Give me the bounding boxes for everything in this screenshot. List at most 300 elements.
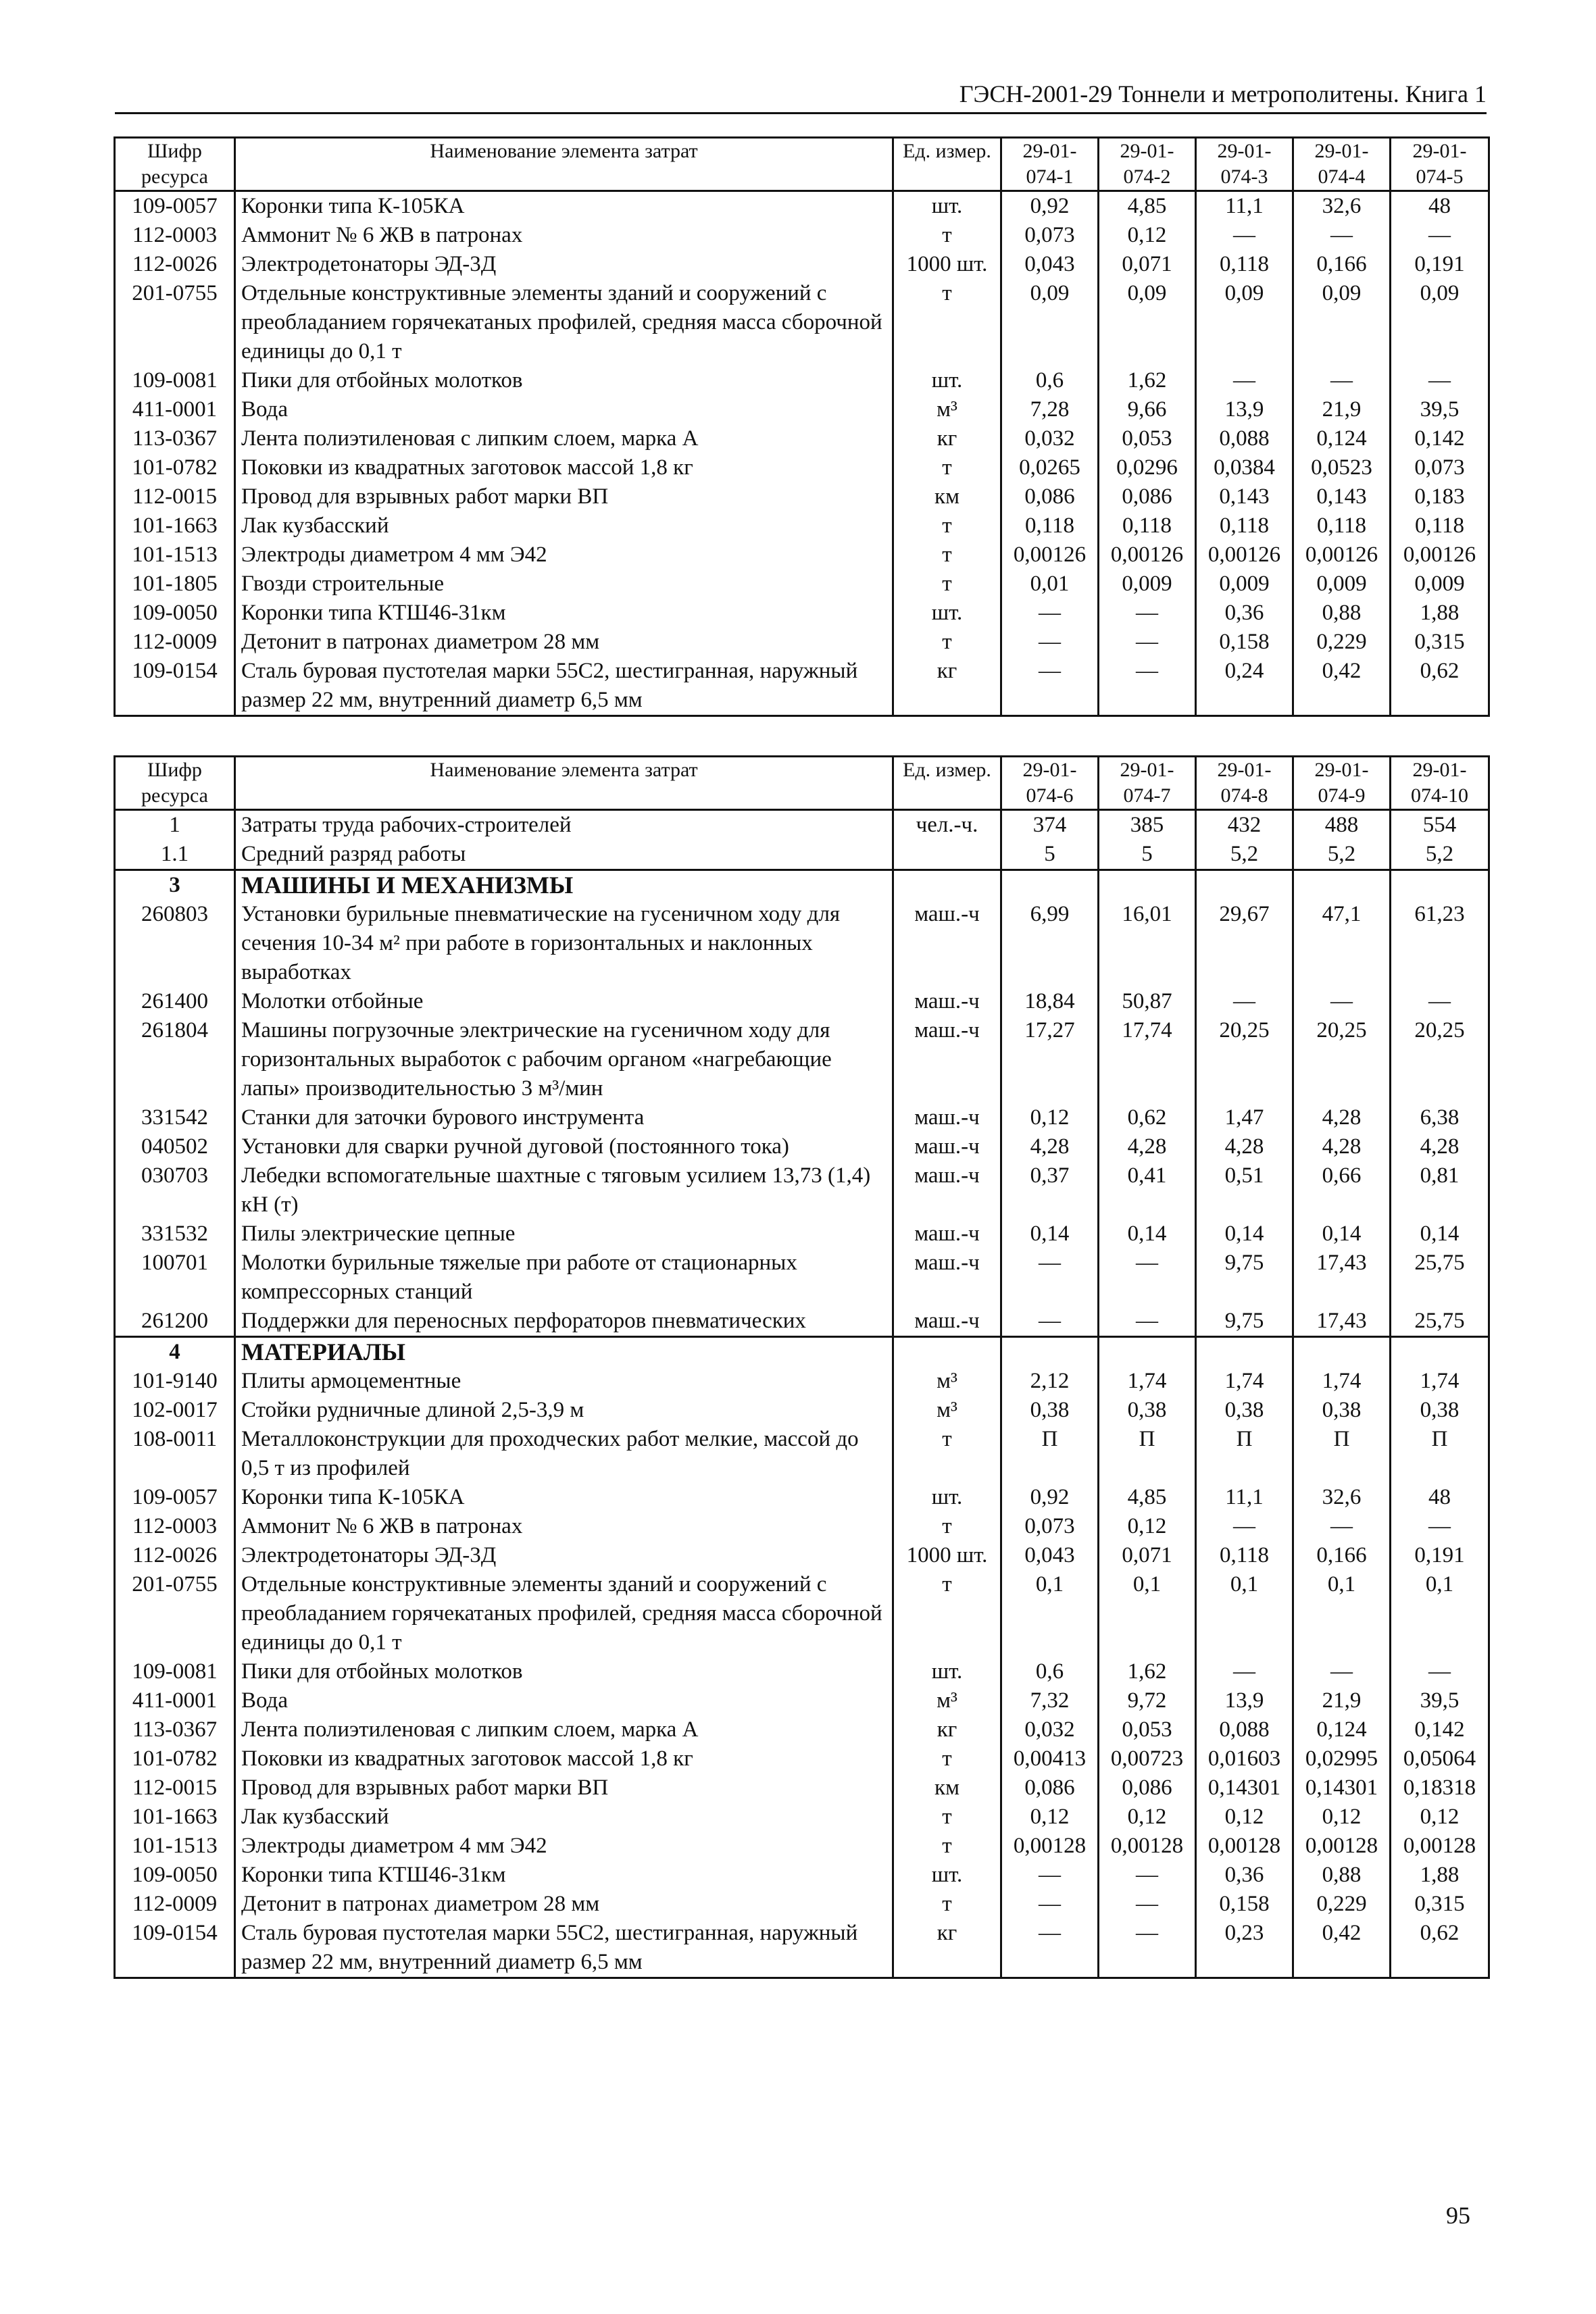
resource-code-cell: 331532: [115, 1219, 235, 1249]
resource-name-cell: Установки бурильные пневматические на гусеничном ходу для сечения 10-34 м² при работе в горизонтальных и наклонных выработках: [235, 900, 893, 987]
resource-name-cell: Коронки типа КТШ46-31км: [235, 599, 893, 628]
norm-value-cell: 0,315: [1391, 628, 1489, 657]
table-row: [115, 482, 1489, 511]
norm-value-cell: 0,0265: [1001, 453, 1099, 482]
norm-value-cell: 0,88: [1293, 599, 1391, 628]
norm-value-cell: 29,67: [1196, 900, 1293, 987]
resource-name-cell: Лента полиэтиленовая с липким слоем, марка А: [235, 424, 893, 453]
norm-value-cell: 0,01: [1001, 570, 1099, 599]
norm-value-cell: [1001, 1337, 1099, 1367]
norm-value-cell: 20,25: [1293, 1016, 1391, 1103]
norm-value-cell: 1,62: [1099, 366, 1196, 395]
norm-value-cell: 0,62: [1099, 1103, 1196, 1132]
table-row: [115, 1774, 1489, 1803]
norm-value-cell: 0,12: [1391, 1803, 1489, 1832]
norm-value-cell: 1,62: [1099, 1657, 1196, 1686]
table-row: [115, 424, 1489, 453]
norm-value-cell: 0,12: [1099, 221, 1196, 250]
resource-code-cell: 201-0755: [115, 1570, 235, 1657]
norm-value-cell: 0,315: [1391, 1890, 1489, 1919]
norm-value-cell: [1099, 870, 1196, 901]
table-row: [115, 1657, 1489, 1686]
table-row: [115, 1132, 1489, 1161]
resource-name-cell: Электроды диаметром 4 мм Э42: [235, 540, 893, 570]
norm-value-cell: —: [1391, 987, 1489, 1016]
norm-value-cell: 0,118: [1391, 511, 1489, 540]
table-row: [115, 1686, 1489, 1715]
norm-value-cell: 0,38: [1293, 1396, 1391, 1425]
resource-code-cell: 411-0001: [115, 1686, 235, 1715]
norm-value-cell: 7,32: [1001, 1686, 1099, 1715]
norm-value-cell: 0,073: [1001, 1512, 1099, 1541]
norm-value-cell: 21,9: [1293, 1686, 1391, 1715]
table-row: [115, 1483, 1489, 1512]
norm-value-cell: 0,42: [1293, 657, 1391, 716]
unit-cell: 1000 шт.: [893, 1541, 1001, 1570]
norm-value-cell: —: [1001, 657, 1099, 716]
norm-value-cell: 61,23: [1391, 900, 1489, 987]
norm-value-cell: —: [1391, 366, 1489, 395]
norm-value-cell: —: [1099, 1861, 1196, 1890]
norm-value-cell: —: [1099, 628, 1196, 657]
resource-name-cell: Лента полиэтиленовая с липким слоем, марка А: [235, 1715, 893, 1744]
section-row: [115, 870, 1489, 901]
column-header-code: Шифр ресурса: [115, 138, 235, 191]
norm-value-cell: 0,118: [1196, 1541, 1293, 1570]
norm-value-cell: 0,071: [1099, 1541, 1196, 1570]
resource-code-cell: 101-1663: [115, 1803, 235, 1832]
norm-value-cell: 0,124: [1293, 1715, 1391, 1744]
resource-name-cell: Отдельные конструктивные элементы зданий и сооружений с преобладанием горячекатаных профилей, средняя масса сборочной единицы до 0,1 т: [235, 279, 893, 366]
table-row: [115, 628, 1489, 657]
norm-value-cell: 0,38: [1391, 1396, 1489, 1425]
norm-value-cell: 0,23: [1196, 1919, 1293, 1978]
norm-value-cell: 0,88: [1293, 1861, 1391, 1890]
resource-name-cell: Поддержки для переносных перфораторов пневматических: [235, 1307, 893, 1337]
resource-code-cell: 261804: [115, 1016, 235, 1103]
norm-value-cell: —: [1293, 1657, 1391, 1686]
norm-value-cell: 32,6: [1293, 1483, 1391, 1512]
norm-value-cell: 17,43: [1293, 1307, 1391, 1337]
unit-cell: м³: [893, 1367, 1001, 1396]
norm-value-cell: 0,0384: [1196, 453, 1293, 482]
norm-value-cell: 0,12: [1099, 1512, 1196, 1541]
norm-value-cell: 0,14: [1391, 1219, 1489, 1249]
resource-code-cell: 260803: [115, 900, 235, 987]
resource-code-cell: 112-0003: [115, 221, 235, 250]
resource-code-cell: 109-0081: [115, 366, 235, 395]
norm-value-cell: 0,09: [1293, 279, 1391, 366]
resource-name-cell: Аммонит № 6 ЖВ в патронах: [235, 1512, 893, 1541]
resource-name-cell: Гвозди строительные: [235, 570, 893, 599]
norm-value-cell: 0,073: [1391, 453, 1489, 482]
norm-value-cell: —: [1099, 1249, 1196, 1307]
norm-value-cell: 374: [1001, 810, 1099, 840]
norm-value-cell: П: [1001, 1425, 1099, 1483]
norm-value-cell: 4,28: [1001, 1132, 1099, 1161]
unit-cell: маш.-ч: [893, 1219, 1001, 1249]
resource-code-cell: 109-0081: [115, 1657, 235, 1686]
unit-cell: маш.-ч: [893, 1132, 1001, 1161]
norm-value-cell: 0,14301: [1293, 1774, 1391, 1803]
unit-cell: маш.-ч: [893, 1161, 1001, 1219]
norm-value-cell: 0,42: [1293, 1919, 1391, 1978]
norm-value-cell: 0,053: [1099, 1715, 1196, 1744]
resource-name-cell: Молотки отбойные: [235, 987, 893, 1016]
norm-value-cell: 0,00128: [1391, 1832, 1489, 1861]
unit-cell: км: [893, 1774, 1001, 1803]
resource-code-cell: 109-0057: [115, 1483, 235, 1512]
norm-value-cell: 0,14: [1099, 1219, 1196, 1249]
norm-value-cell: 48: [1391, 1483, 1489, 1512]
norm-value-cell: 0,143: [1196, 482, 1293, 511]
resource-code-cell: 109-0050: [115, 599, 235, 628]
norm-value-cell: 0,118: [1001, 511, 1099, 540]
norm-value-cell: —: [1001, 1919, 1099, 1978]
norm-value-cell: 0,24: [1196, 657, 1293, 716]
norm-value-cell: 0,00126: [1099, 540, 1196, 570]
table-row: [115, 987, 1489, 1016]
norm-value-cell: 0,6: [1001, 366, 1099, 395]
norm-value-cell: 0,229: [1293, 628, 1391, 657]
norm-value-cell: 0,043: [1001, 250, 1099, 279]
resource-name-cell: Плиты армоцементные: [235, 1367, 893, 1396]
norm-value-cell: 0,142: [1391, 1715, 1489, 1744]
norm-value-cell: 0,1: [1391, 1570, 1489, 1657]
table-row: [115, 395, 1489, 424]
table-row: [115, 810, 1489, 840]
resource-name-cell: Поковки из квадратных заготовок массой 1,8 кг: [235, 1744, 893, 1774]
resource-name-cell: Детонит в патронах диаметром 28 мм: [235, 628, 893, 657]
resource-name-cell: Установки для сварки ручной дуговой (постоянного тока): [235, 1132, 893, 1161]
norm-value-cell: 0,0523: [1293, 453, 1391, 482]
norm-value-cell: 0,38: [1001, 1396, 1099, 1425]
norm-value-cell: 0,071: [1099, 250, 1196, 279]
resource-name-cell: Коронки типа К-105КА: [235, 1483, 893, 1512]
resource-name-cell: Станки для заточки бурового инструмента: [235, 1103, 893, 1132]
unit-cell: чел.-ч.: [893, 810, 1001, 840]
unit-cell: м³: [893, 395, 1001, 424]
table-row: [115, 221, 1489, 250]
norm-value-cell: 4,85: [1099, 1483, 1196, 1512]
table-row: [115, 840, 1489, 870]
norm-value-cell: 0,62: [1391, 1919, 1489, 1978]
norm-value-cell: 0,073: [1001, 221, 1099, 250]
norm-value-cell: —: [1293, 1512, 1391, 1541]
norm-value-cell: 0,088: [1196, 424, 1293, 453]
norm-value-cell: 4,28: [1293, 1132, 1391, 1161]
norm-value-cell: 0,1: [1001, 1570, 1099, 1657]
table-row: [115, 900, 1489, 987]
norm-value-cell: 4,28: [1391, 1132, 1489, 1161]
column-header-code: Шифр ресурса: [115, 757, 235, 810]
norm-value-cell: 20,25: [1391, 1016, 1489, 1103]
unit-cell: т: [893, 1425, 1001, 1483]
norm-value-cell: 0,09: [1001, 279, 1099, 366]
norm-value-cell: 6,99: [1001, 900, 1099, 987]
table-row: [115, 366, 1489, 395]
norm-value-cell: 6,38: [1391, 1103, 1489, 1132]
table-row: [115, 1425, 1489, 1483]
resource-code-cell: 112-0015: [115, 482, 235, 511]
unit-cell: м³: [893, 1396, 1001, 1425]
resource-name-cell: Средний разряд работы: [235, 840, 893, 870]
norm-value-cell: 0,05064: [1391, 1744, 1489, 1774]
table-row: [115, 657, 1489, 716]
resource-code-cell: 101-1663: [115, 511, 235, 540]
norm-value-cell: 0,81: [1391, 1161, 1489, 1219]
resource-code-cell: 112-0015: [115, 1774, 235, 1803]
unit-cell: т: [893, 279, 1001, 366]
norm-value-cell: 1,74: [1293, 1367, 1391, 1396]
resource-code-cell: 101-1805: [115, 570, 235, 599]
table-row: [115, 1396, 1489, 1425]
norm-value-cell: —: [1196, 1657, 1293, 1686]
unit-cell: т: [893, 1570, 1001, 1657]
norm-value-cell: 0,088: [1196, 1715, 1293, 1744]
column-header-name: Наименование элемента затрат: [235, 138, 893, 191]
resource-code-cell: 1.1: [115, 840, 235, 870]
norm-value-cell: [1293, 1337, 1391, 1367]
norm-value-cell: 0,00126: [1391, 540, 1489, 570]
norm-value-cell: 0,00126: [1196, 540, 1293, 570]
table-header-row: [115, 138, 1489, 191]
table-row: [115, 1161, 1489, 1219]
norm-value-cell: [1391, 1337, 1489, 1367]
table-row: [115, 511, 1489, 540]
norm-value-cell: 0,00413: [1001, 1744, 1099, 1774]
norm-value-cell: 25,75: [1391, 1307, 1489, 1337]
norm-value-cell: 0,032: [1001, 424, 1099, 453]
resource-code-cell: 113-0367: [115, 1715, 235, 1744]
unit-cell: шт.: [893, 191, 1001, 222]
table-header-row: [115, 757, 1489, 810]
resource-code-cell: 4: [115, 1337, 235, 1367]
norm-value-cell: 0,118: [1099, 511, 1196, 540]
resource-code-cell: 113-0367: [115, 424, 235, 453]
column-header-norm-code: 29-01-074-7: [1099, 757, 1196, 810]
norm-value-cell: 0,92: [1001, 1483, 1099, 1512]
norm-value-cell: 4,28: [1196, 1132, 1293, 1161]
norm-value-cell: [1196, 1337, 1293, 1367]
resource-code-cell: 101-0782: [115, 453, 235, 482]
norm-value-cell: 0,14: [1001, 1219, 1099, 1249]
table-row: [115, 279, 1489, 366]
resource-code-cell: 109-0154: [115, 1919, 235, 1978]
norm-value-cell: 0,09: [1196, 279, 1293, 366]
table-row: [115, 250, 1489, 279]
norm-value-cell: 0,009: [1196, 570, 1293, 599]
resource-name-cell: Молотки бурильные тяжелые при работе от стационарных компрессорных станций: [235, 1249, 893, 1307]
norm-value-cell: 0,37: [1001, 1161, 1099, 1219]
resource-code-cell: 261400: [115, 987, 235, 1016]
norm-value-cell: 48: [1391, 191, 1489, 222]
norm-value-cell: 0,14: [1196, 1219, 1293, 1249]
unit-cell: т: [893, 570, 1001, 599]
norm-value-cell: 0,6: [1001, 1657, 1099, 1686]
norm-value-cell: 0,009: [1099, 570, 1196, 599]
table-row: [115, 1219, 1489, 1249]
unit-cell: шт.: [893, 1657, 1001, 1686]
norm-value-cell: —: [1391, 221, 1489, 250]
unit-cell: шт.: [893, 1483, 1001, 1512]
norm-value-cell: 0,118: [1196, 250, 1293, 279]
unit-cell: кг: [893, 1919, 1001, 1978]
table-row: [115, 540, 1489, 570]
norm-value-cell: 0,00126: [1001, 540, 1099, 570]
unit-cell: 1000 шт.: [893, 250, 1001, 279]
resource-name-cell: Пики для отбойных молотков: [235, 366, 893, 395]
norm-value-cell: —: [1099, 1307, 1196, 1337]
table-row: [115, 1890, 1489, 1919]
norm-value-cell: —: [1293, 221, 1391, 250]
norm-value-cell: —: [1391, 1512, 1489, 1541]
norm-value-cell: 0,38: [1196, 1396, 1293, 1425]
resource-name-cell: Лак кузбасский: [235, 1803, 893, 1832]
resource-name-cell: МАШИНЫ И МЕХАНИЗМЫ: [235, 870, 893, 901]
unit-cell: [893, 870, 1001, 901]
norm-value-cell: —: [1293, 987, 1391, 1016]
table-row: [115, 1919, 1489, 1978]
resource-code-cell: 112-0009: [115, 1890, 235, 1919]
norm-value-cell: 7,28: [1001, 395, 1099, 424]
norm-value-cell: 47,1: [1293, 900, 1391, 987]
norm-value-cell: 0,00128: [1099, 1832, 1196, 1861]
norm-value-cell: —: [1001, 1861, 1099, 1890]
norm-value-cell: 0,053: [1099, 424, 1196, 453]
norm-value-cell: [1391, 870, 1489, 901]
norm-value-cell: 0,62: [1391, 657, 1489, 716]
table-row: [115, 1249, 1489, 1307]
norm-value-cell: 488: [1293, 810, 1391, 840]
resource-code-cell: 040502: [115, 1132, 235, 1161]
table-row: [115, 1715, 1489, 1744]
unit-cell: шт.: [893, 599, 1001, 628]
norm-value-cell: 0,009: [1391, 570, 1489, 599]
unit-cell: т: [893, 1512, 1001, 1541]
resource-name-cell: Металлоконструкции для проходческих работ мелкие, массой до 0,5 т из профилей: [235, 1425, 893, 1483]
norm-value-cell: 0,142: [1391, 424, 1489, 453]
norm-value-cell: [1001, 870, 1099, 901]
unit-cell: маш.-ч: [893, 1249, 1001, 1307]
norm-value-cell: [1099, 1337, 1196, 1367]
norm-value-cell: 0,12: [1001, 1103, 1099, 1132]
table-row: [115, 191, 1489, 222]
resource-code-cell: 108-0011: [115, 1425, 235, 1483]
norm-value-cell: 0,36: [1196, 599, 1293, 628]
resource-code-cell: 261200: [115, 1307, 235, 1337]
table-row: [115, 1832, 1489, 1861]
norm-value-cell: 13,9: [1196, 395, 1293, 424]
norm-value-cell: 5,2: [1293, 840, 1391, 870]
norm-value-cell: —: [1196, 366, 1293, 395]
norm-value-cell: 1,88: [1391, 1861, 1489, 1890]
norm-value-cell: 0,12: [1099, 1803, 1196, 1832]
unit-cell: маш.-ч: [893, 987, 1001, 1016]
norm-value-cell: —: [1001, 628, 1099, 657]
norm-value-cell: 16,01: [1099, 900, 1196, 987]
table-row: [115, 1367, 1489, 1396]
resource-code-cell: 100701: [115, 1249, 235, 1307]
norm-value-cell: —: [1001, 1249, 1099, 1307]
unit-cell: т: [893, 1803, 1001, 1832]
unit-cell: т: [893, 221, 1001, 250]
norm-value-cell: 0,086: [1001, 1774, 1099, 1803]
norm-value-cell: 4,28: [1293, 1103, 1391, 1132]
unit-cell: м³: [893, 1686, 1001, 1715]
norm-value-cell: 25,75: [1391, 1249, 1489, 1307]
norm-value-cell: 13,9: [1196, 1686, 1293, 1715]
norm-value-cell: 0,118: [1293, 511, 1391, 540]
norm-value-cell: —: [1001, 1890, 1099, 1919]
norm-value-cell: 0,183: [1391, 482, 1489, 511]
resource-name-cell: Пилы электрические цепные: [235, 1219, 893, 1249]
norm-value-cell: —: [1001, 1307, 1099, 1337]
resource-code-cell: 109-0057: [115, 191, 235, 222]
resource-name-cell: Стойки рудничные длиной 2,5-3,9 м: [235, 1396, 893, 1425]
column-header-norm-code: 29-01-074-6: [1001, 757, 1099, 810]
norm-value-cell: 32,6: [1293, 191, 1391, 222]
resource-name-cell: Сталь буровая пустотелая марки 55С2, шестигранная, наружный размер 22 мм, внутренний диаметр 6,5 мм: [235, 1919, 893, 1978]
norm-value-cell: 0,043: [1001, 1541, 1099, 1570]
norm-value-cell: 0,12: [1001, 1803, 1099, 1832]
norm-value-cell: 5: [1099, 840, 1196, 870]
resource-code-cell: 101-0782: [115, 1744, 235, 1774]
norm-value-cell: 39,5: [1391, 395, 1489, 424]
resource-code-cell: 411-0001: [115, 395, 235, 424]
norm-value-cell: 0,09: [1099, 279, 1196, 366]
unit-cell: [893, 840, 1001, 870]
unit-cell: [893, 1337, 1001, 1367]
resource-name-cell: Пики для отбойных молотков: [235, 1657, 893, 1686]
resource-code-cell: 331542: [115, 1103, 235, 1132]
table-row: [115, 1512, 1489, 1541]
resource-code-cell: 109-0050: [115, 1861, 235, 1890]
norm-value-cell: —: [1196, 987, 1293, 1016]
unit-cell: кг: [893, 1715, 1001, 1744]
norm-value-cell: 1,74: [1391, 1367, 1489, 1396]
norm-value-cell: 0,166: [1293, 1541, 1391, 1570]
unit-cell: т: [893, 540, 1001, 570]
unit-cell: маш.-ч: [893, 1016, 1001, 1103]
unit-cell: маш.-ч: [893, 1307, 1001, 1337]
table-row: [115, 453, 1489, 482]
norm-value-cell: 11,1: [1196, 191, 1293, 222]
resource-code-cell: 112-0026: [115, 1541, 235, 1570]
resource-name-cell: Провод для взрывных работ марки ВП: [235, 1774, 893, 1803]
norm-value-cell: 0,36: [1196, 1861, 1293, 1890]
norm-value-cell: 9,75: [1196, 1249, 1293, 1307]
norm-value-cell: 1,74: [1196, 1367, 1293, 1396]
norm-value-cell: 50,87: [1099, 987, 1196, 1016]
norm-value-cell: —: [1391, 1657, 1489, 1686]
table-row: [115, 1103, 1489, 1132]
norm-value-cell: 9,72: [1099, 1686, 1196, 1715]
unit-cell: кг: [893, 424, 1001, 453]
unit-cell: кг: [893, 657, 1001, 716]
column-header-norm-code: 29-01-074-3: [1196, 138, 1293, 191]
norm-value-cell: 20,25: [1196, 1016, 1293, 1103]
norm-value-cell: [1196, 870, 1293, 901]
norm-value-cell: 18,84: [1001, 987, 1099, 1016]
norm-value-cell: 9,75: [1196, 1307, 1293, 1337]
resource-name-cell: Коронки типа КТШ46-31км: [235, 1861, 893, 1890]
norm-value-cell: 2,12: [1001, 1367, 1099, 1396]
norm-value-cell: П: [1099, 1425, 1196, 1483]
column-header-norm-code: 29-01-074-8: [1196, 757, 1293, 810]
table-row: [115, 1803, 1489, 1832]
norm-value-cell: 0,12: [1196, 1803, 1293, 1832]
